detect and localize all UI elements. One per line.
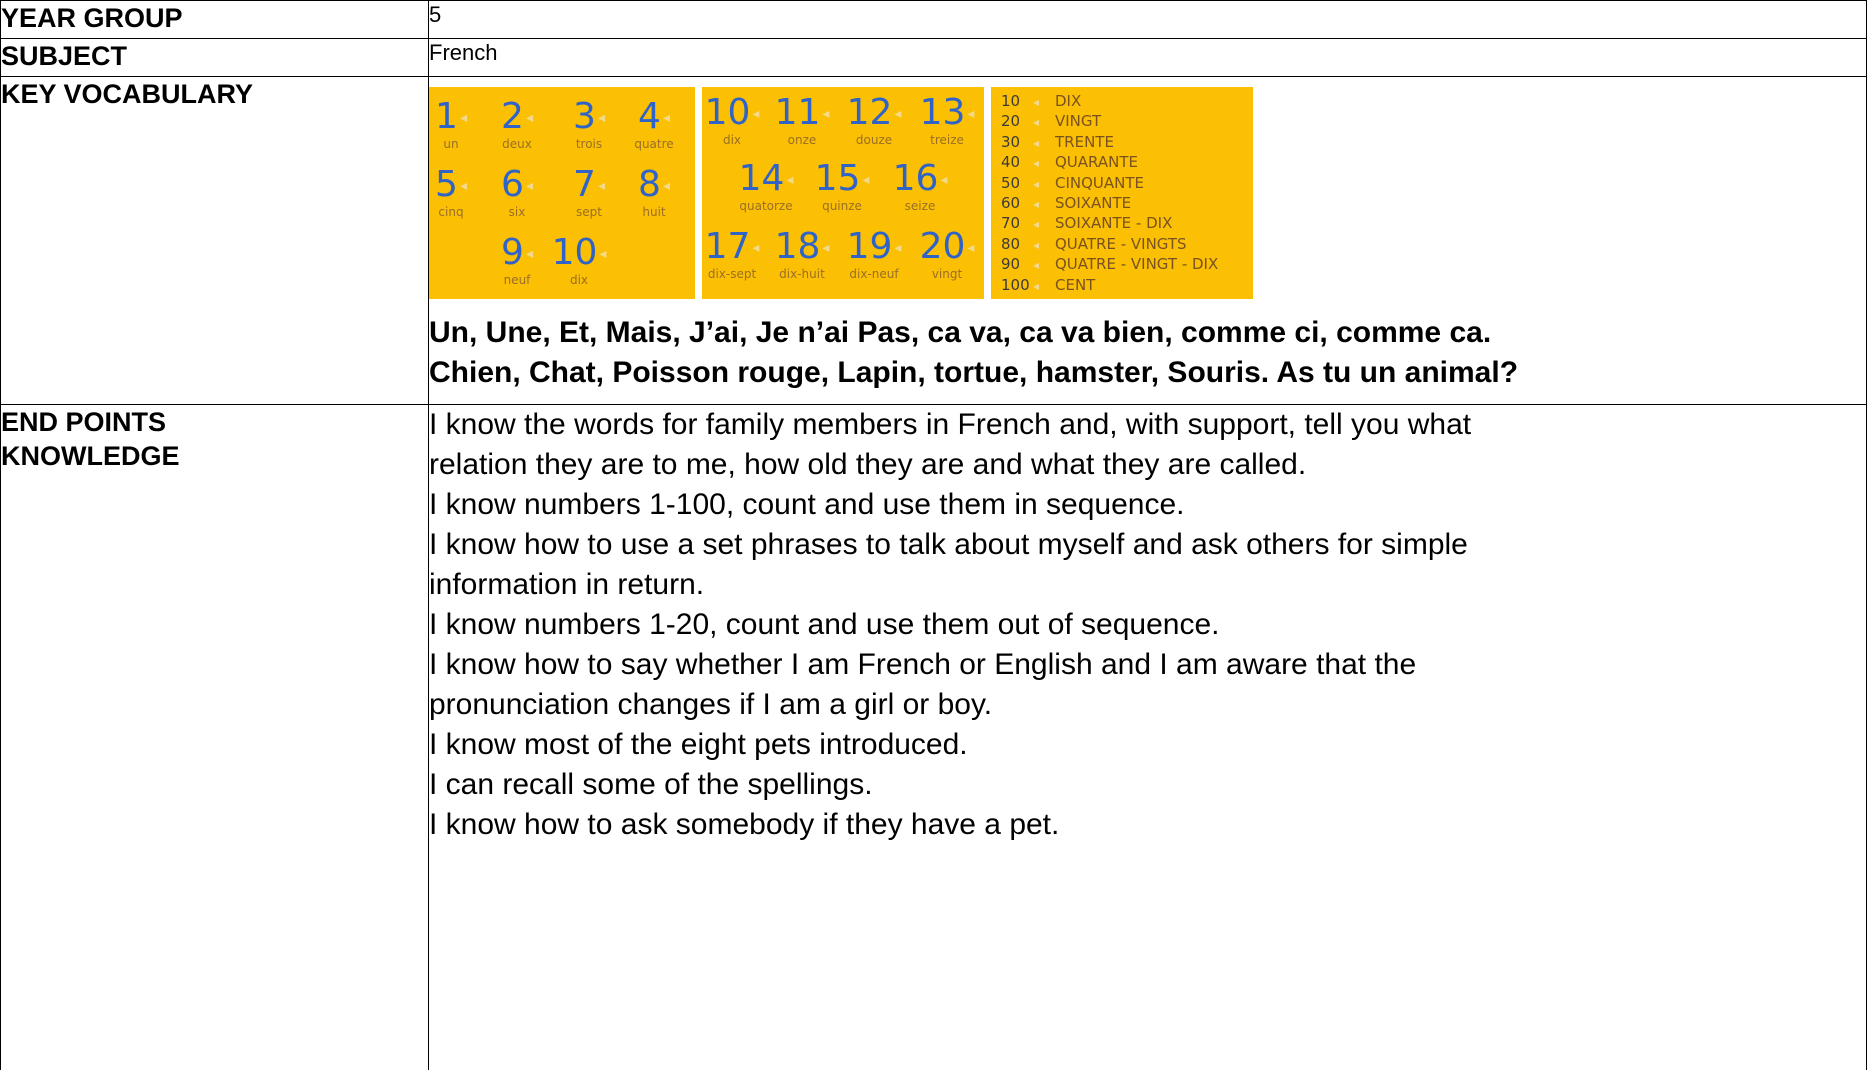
tens-row: [1001, 173, 1144, 194]
number-word: huit: [642, 205, 666, 219]
tens-word: SOIXANTE - DIX: [1055, 214, 1173, 233]
number-numeral: 15 ◂: [814, 158, 870, 199]
number-word: treize: [930, 133, 964, 147]
end-points-label-line: KNOWLEDGE: [1, 441, 180, 471]
number-numeral: 7 ◂: [573, 164, 605, 205]
row-end-points: [1, 405, 1867, 1070]
speaker-arrow-icon: ◂: [662, 178, 670, 194]
speaker-arrow-icon: ◂: [662, 110, 670, 126]
tens-numeral: 50: [1001, 173, 1021, 192]
tens-row: [1001, 152, 1138, 173]
number-numeral: 16 ◂: [892, 158, 948, 199]
number-word: dix: [722, 133, 742, 147]
subject-label: SUBJECT: [1, 39, 429, 77]
tens-word: DIX: [1055, 92, 1082, 110]
number-numeral: 1 ◂: [435, 96, 467, 137]
key-vocabulary-cell: [429, 77, 1867, 405]
row-subject: [1, 39, 1867, 77]
tens-row: [1001, 275, 1095, 296]
speaker-arrow-icon: ◂: [1033, 258, 1040, 273]
tens-word: QUATRE - VINGTS: [1055, 234, 1187, 253]
number-numeral: 12 ◂: [846, 92, 902, 133]
number-word: quatorze: [739, 199, 793, 213]
tens-numeral: 60: [1001, 194, 1021, 212]
number-word: quinze: [822, 199, 862, 213]
end-points-list: [429, 405, 1867, 1070]
tens-row: [1001, 132, 1114, 153]
speaker-arrow-icon: ◂: [459, 110, 467, 126]
year-group-value: 5: [429, 1, 1867, 39]
number-word: seize: [904, 199, 936, 213]
end-point-line: I know most of the eight pets introduced.: [429, 728, 968, 761]
number-word: dix-sept: [707, 267, 757, 281]
end-point-line: I know numbers 1-20, count and use them out of sequence.: [429, 608, 1220, 641]
tens-numeral: 70: [1001, 214, 1021, 233]
tens-row: [1001, 254, 1218, 275]
number-numeral: 13 ◂: [919, 92, 975, 133]
number-word: cinq: [438, 205, 464, 219]
end-point-line: I know how to use a set phrases to talk about myself and ask others for simple: [429, 528, 1468, 561]
year-group-label: YEAR GROUP: [1, 1, 429, 39]
tens-numeral: 20: [1001, 112, 1021, 131]
end-points-label: [1, 405, 429, 1070]
number-word: douze: [855, 133, 893, 147]
speaker-arrow-icon: ◂: [967, 240, 975, 256]
end-point-line: information in return.: [429, 568, 705, 601]
speaker-arrow-icon: ◂: [894, 240, 902, 256]
tens-numeral: 90: [1001, 255, 1021, 274]
speaker-arrow-icon: ◂: [1033, 197, 1040, 211]
number-word: onze: [787, 133, 817, 147]
number-numeral: 2 ◂: [501, 96, 533, 137]
tens-numeral: 100: [1001, 275, 1030, 294]
number-word: quatre: [634, 137, 674, 151]
speaker-arrow-icon: ◂: [599, 246, 607, 262]
vocabulary-line: Chien, Chat, Poisson rouge, Lapin, tortue, hamster, Souris. As tu un animal?: [429, 356, 1519, 389]
number-numeral: 10 ◂: [551, 232, 607, 273]
number-word: dix-neuf: [849, 267, 899, 281]
row-key-vocabulary: [1, 77, 1867, 405]
number-numeral: 20 ◂: [919, 226, 975, 267]
tens-word: VINGT: [1055, 112, 1102, 131]
number-word: dix: [569, 273, 589, 287]
tens-numeral: 30: [1001, 132, 1021, 151]
number-numeral: 18 ◂: [774, 226, 830, 267]
number-word: trois: [575, 137, 603, 151]
vocabulary-line: Un, Une, Et, Mais, J’ai, Je n’ai Pas, ca va, ca va bien, comme ci, comme ca.: [429, 316, 1492, 349]
end-point-line: I know how to say whether I am French or English and I am aware that the: [429, 648, 1417, 681]
speaker-arrow-icon: ◂: [862, 172, 870, 188]
number-word: deux: [502, 137, 532, 151]
end-point-line: I can recall some of the spellings.: [429, 768, 873, 801]
tens-row: [1001, 111, 1101, 132]
number-numeral: 6 ◂: [501, 164, 533, 205]
key-vocabulary-label: KEY VOCABULARY: [1, 77, 429, 405]
speaker-arrow-icon: ◂: [1033, 217, 1040, 232]
tens-numeral: 10: [1001, 92, 1021, 110]
tens-word: TRENTE: [1055, 132, 1114, 151]
tens-word: QUATRE - VINGT - DIX: [1055, 255, 1219, 274]
end-points-label-line: END POINTS: [1, 407, 167, 437]
tens-word: QUARANTE: [1055, 153, 1138, 172]
end-point-line: pronunciation changes if I am a girl or boy.: [429, 688, 993, 721]
end-point-line: I know the words for family members in French and, with support, tell you what: [429, 408, 1472, 441]
tens-word: SOIXANTE: [1055, 194, 1132, 212]
speaker-arrow-icon: ◂: [752, 106, 760, 122]
speaker-arrow-icon: ◂: [1033, 278, 1040, 293]
speaker-arrow-icon: ◂: [940, 172, 948, 188]
number-numeral: 10 ◂: [704, 92, 760, 133]
numbers-10-20-card: [702, 87, 984, 299]
number-word: un: [443, 137, 459, 151]
tens-row: [1001, 213, 1172, 234]
speaker-arrow-icon: ◂: [967, 106, 975, 122]
tens-numeral: 80: [1001, 234, 1021, 253]
number-numeral: 17 ◂: [704, 226, 760, 267]
speaker-arrow-icon: ◂: [597, 178, 605, 194]
tens-row: [1001, 193, 1131, 214]
numbers-1-10-card: [429, 87, 695, 299]
number-numeral: 19 ◂: [846, 226, 902, 267]
speaker-arrow-icon: ◂: [459, 178, 467, 194]
tens-row: [1001, 91, 1081, 112]
tens-numeral: 40: [1001, 153, 1021, 172]
number-numeral: 14 ◂: [738, 158, 794, 199]
tens-card: [991, 87, 1253, 299]
subject-value: French: [429, 39, 1867, 77]
number-numeral: 9 ◂: [501, 232, 533, 273]
speaker-arrow-icon: ◂: [1033, 115, 1040, 130]
end-point-line: I know numbers 1-100, count and use them in sequence.: [429, 488, 1185, 521]
tens-word: CINQUANTE: [1055, 173, 1145, 192]
number-numeral: 4 ◂: [638, 96, 670, 137]
speaker-arrow-icon: ◂: [786, 172, 794, 188]
speaker-arrow-icon: ◂: [1033, 156, 1040, 171]
tens-row: [1001, 234, 1187, 255]
speaker-arrow-icon: ◂: [894, 106, 902, 122]
number-numeral: 5 ◂: [435, 164, 467, 205]
speaker-arrow-icon: ◂: [822, 240, 830, 256]
speaker-arrow-icon: ◂: [1033, 95, 1040, 109]
number-numeral: 8 ◂: [638, 164, 670, 205]
speaker-arrow-icon: ◂: [597, 110, 605, 126]
end-point-line: I know how to ask somebody if they have a pet.: [429, 808, 1060, 841]
number-cards: [429, 87, 1866, 305]
vocabulary-list: [429, 313, 1866, 393]
speaker-arrow-icon: ◂: [525, 246, 533, 262]
number-word: dix-huit: [779, 267, 825, 281]
row-year-group: [1, 1, 1867, 39]
number-word: vingt: [931, 267, 963, 281]
number-word: sept: [576, 205, 602, 219]
speaker-arrow-icon: ◂: [525, 178, 533, 194]
number-word: neuf: [503, 273, 531, 287]
speaker-arrow-icon: ◂: [1033, 176, 1040, 191]
speaker-arrow-icon: ◂: [1033, 135, 1040, 150]
number-numeral: 3 ◂: [573, 96, 605, 137]
number-word: six: [508, 205, 526, 219]
tens-word: CENT: [1055, 275, 1096, 294]
speaker-arrow-icon: ◂: [822, 106, 830, 122]
speaker-arrow-icon: ◂: [525, 110, 533, 126]
end-point-line: relation they are to me, how old they are and what they are called.: [429, 448, 1307, 481]
number-numeral: 11 ◂: [774, 92, 830, 133]
speaker-arrow-icon: ◂: [1033, 237, 1040, 252]
speaker-arrow-icon: ◂: [752, 240, 760, 256]
